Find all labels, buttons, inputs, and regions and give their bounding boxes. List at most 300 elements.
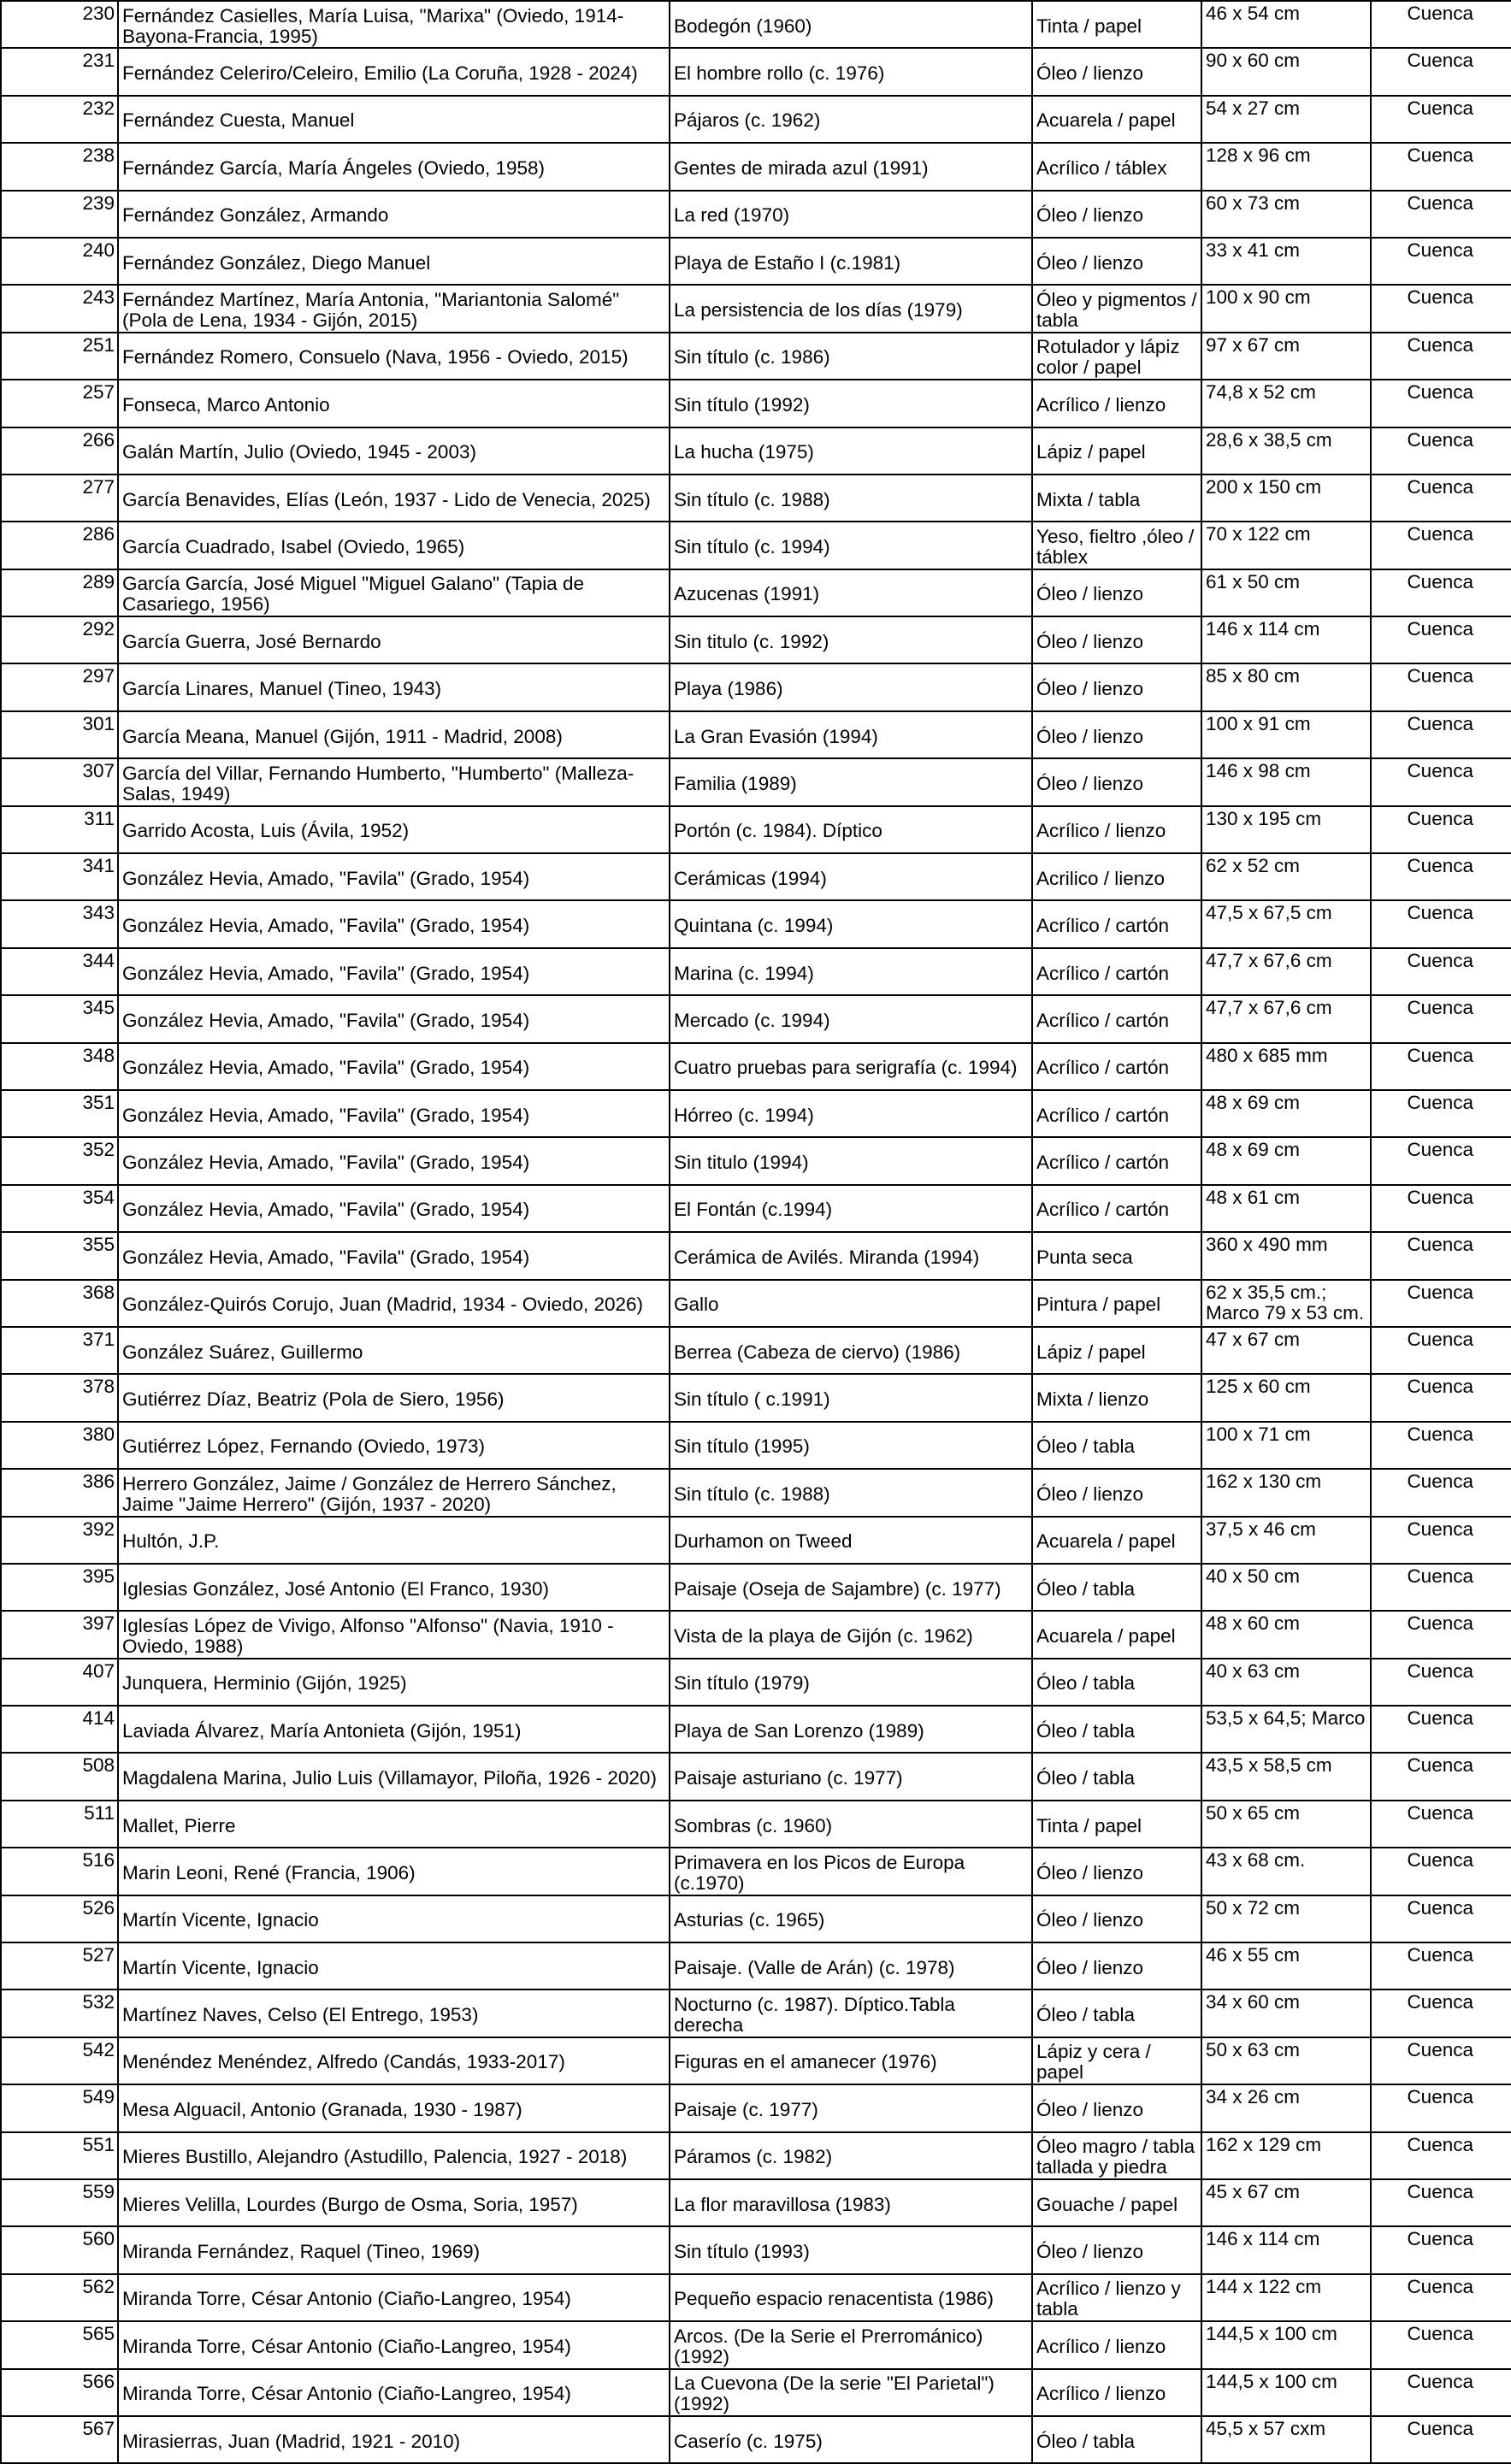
inventory-number-cell: 239: [1, 191, 118, 238]
technique-cell: Óleo / lienzo: [1032, 2226, 1201, 2273]
dimensions-cell: 47,5 x 67,5 cm: [1201, 900, 1371, 947]
artwork-title-cell: Cerámicas (1994): [670, 853, 1032, 900]
technique-cell: Acrílico / cartón: [1032, 1043, 1201, 1090]
technique-cell: Pintura / papel: [1032, 1280, 1201, 1327]
dimensions-cell: 48 x 69 cm: [1201, 1137, 1371, 1184]
table-row: [1, 806, 1511, 853]
inventory-number-cell: 232: [1, 96, 118, 143]
location-cell: Cuenca: [1371, 1232, 1511, 1279]
artist-name-cell: González Hevia, Amado, "Favila" (Grado, 1954): [118, 900, 670, 947]
artwork-title-cell: El Fontán (c.1994): [670, 1185, 1032, 1232]
table-row: [1, 2274, 1511, 2321]
dimensions-cell: 43 x 68 cm.: [1201, 1848, 1371, 1895]
location-cell: Cuenca: [1371, 1564, 1511, 1611]
artist-name-cell: García García, José Miguel "Miguel Galano" (Tapia de Casariego, 1956): [118, 569, 670, 616]
inventory-number-cell: 414: [1, 1706, 118, 1753]
technique-cell: Acrílico / lienzo: [1032, 806, 1201, 853]
technique-cell: Óleo / tabla: [1032, 1422, 1201, 1469]
artwork-title-cell: Cerámica de Avilés. Miranda (1994): [670, 1232, 1032, 1279]
technique-cell: Acrílico / cartón: [1032, 948, 1201, 995]
inventory-number-cell: 526: [1, 1895, 118, 1942]
table-row: [1, 96, 1511, 143]
technique-cell: Acrílico / lienzo: [1032, 2321, 1201, 2368]
artwork-title-cell: La Gran Evasión (1994): [670, 711, 1032, 758]
location-cell: Cuenca: [1371, 616, 1511, 663]
artwork-title-cell: Portón (c. 1984). Díptico: [670, 806, 1032, 853]
technique-cell: Óleo / lienzo: [1032, 663, 1201, 710]
dimensions-cell: 62 x 52 cm: [1201, 853, 1371, 900]
artwork-title-cell: Sin título (c. 1986): [670, 333, 1032, 380]
table-row: [1, 1989, 1511, 2037]
table-row: [1, 48, 1511, 95]
inventory-number-cell: 368: [1, 1280, 118, 1327]
artwork-title-cell: Sin titulo (1994): [670, 1137, 1032, 1184]
table-row: [1, 2369, 1511, 2416]
dimensions-cell: 28,6 x 38,5 cm: [1201, 427, 1371, 475]
table-row: [1, 1753, 1511, 1800]
location-cell: Cuenca: [1371, 333, 1511, 380]
dimensions-cell: 162 x 130 cm: [1201, 1469, 1371, 1516]
inventory-number-cell: 395: [1, 1564, 118, 1611]
inventory-number-cell: 277: [1, 475, 118, 522]
artwork-title-cell: Gallo: [670, 1280, 1032, 1327]
technique-cell: Acrilico / lienzo: [1032, 853, 1201, 900]
artist-name-cell: Magdalena Marina, Julio Luis (Villamayor, Piloña, 1926 - 2020): [118, 1753, 670, 1800]
location-cell: Cuenca: [1371, 143, 1511, 190]
dimensions-cell: 100 x 71 cm: [1201, 1422, 1371, 1469]
dimensions-cell: 50 x 65 cm: [1201, 1801, 1371, 1848]
dimensions-cell: 90 x 60 cm: [1201, 48, 1371, 95]
inventory-number-cell: 251: [1, 333, 118, 380]
dimensions-cell: 70 x 122 cm: [1201, 522, 1371, 569]
artist-name-cell: González Hevia, Amado, "Favila" (Grado, 1954): [118, 1232, 670, 1279]
technique-cell: Óleo y pigmentos / tabla: [1032, 285, 1201, 332]
dimensions-cell: 144,5 x 100 cm: [1201, 2321, 1371, 2368]
location-cell: Cuenca: [1371, 1327, 1511, 1374]
inventory-number-cell: 378: [1, 1374, 118, 1421]
dimensions-cell: 47 x 67 cm: [1201, 1327, 1371, 1374]
location-cell: Cuenca: [1371, 191, 1511, 238]
location-cell: Cuenca: [1371, 1611, 1511, 1658]
artwork-title-cell: Nocturno (c. 1987). Díptico.Tabla derecha: [670, 1989, 1032, 2037]
table-row: [1, 1706, 1511, 1753]
location-cell: Cuenca: [1371, 2416, 1511, 2463]
dimensions-cell: 47,7 x 67,6 cm: [1201, 995, 1371, 1042]
artist-name-cell: González Hevia, Amado, "Favila" (Grado, 1954): [118, 1090, 670, 1137]
artist-name-cell: González Hevia, Amado, "Favila" (Grado, 1954): [118, 1185, 670, 1232]
artist-name-cell: Fernández González, Armando: [118, 191, 670, 238]
table-row: [1, 522, 1511, 569]
technique-cell: Acrílico / cartón: [1032, 1137, 1201, 1184]
artist-name-cell: Menéndez Menéndez, Alfredo (Candás, 1933-2017): [118, 2037, 670, 2084]
technique-cell: Óleo / lienzo: [1032, 238, 1201, 285]
location-cell: Cuenca: [1371, 1, 1511, 48]
artwork-title-cell: Pájaros (c. 1962): [670, 96, 1032, 143]
technique-cell: Acrílico / táblex: [1032, 143, 1201, 190]
location-cell: Cuenca: [1371, 711, 1511, 758]
dimensions-cell: 53,5 x 64,5; Marco: [1201, 1706, 1371, 1753]
table-row: [1, 663, 1511, 710]
artwork-title-cell: Azucenas (1991): [670, 569, 1032, 616]
dimensions-cell: 50 x 63 cm: [1201, 2037, 1371, 2084]
location-cell: Cuenca: [1371, 238, 1511, 285]
dimensions-cell: 48 x 60 cm: [1201, 1611, 1371, 1658]
dimensions-cell: 45,5 x 57 cxm: [1201, 2416, 1371, 2463]
technique-cell: Óleo / lienzo: [1032, 711, 1201, 758]
inventory-number-cell: 567: [1, 2416, 118, 2463]
dimensions-cell: 97 x 67 cm: [1201, 333, 1371, 380]
inventory-number-cell: 527: [1, 1942, 118, 1989]
table-row: [1, 1327, 1511, 1374]
location-cell: Cuenca: [1371, 1280, 1511, 1327]
dimensions-cell: 46 x 55 cm: [1201, 1942, 1371, 1989]
location-cell: Cuenca: [1371, 1706, 1511, 1753]
artist-name-cell: García Linares, Manuel (Tineo, 1943): [118, 663, 670, 710]
artwork-title-cell: Sin título (1993): [670, 2226, 1032, 2273]
artwork-title-cell: Sin título (1979): [670, 1659, 1032, 1706]
artist-name-cell: Mieres Velilla, Lourdes (Burgo de Osma, Soria, 1957): [118, 2179, 670, 2226]
table-row: [1, 2037, 1511, 2084]
technique-cell: Acrílico / lienzo: [1032, 2369, 1201, 2416]
location-cell: Cuenca: [1371, 48, 1511, 95]
dimensions-cell: 48 x 61 cm: [1201, 1185, 1371, 1232]
location-cell: Cuenca: [1371, 1753, 1511, 1800]
table-row: [1, 1848, 1511, 1895]
dimensions-cell: 146 x 114 cm: [1201, 616, 1371, 663]
inventory-number-cell: 551: [1, 2132, 118, 2179]
artwork-title-cell: Sin título (c. 1994): [670, 522, 1032, 569]
dimensions-cell: 33 x 41 cm: [1201, 238, 1371, 285]
technique-cell: Mixta / lienzo: [1032, 1374, 1201, 1421]
technique-cell: Acrílico / cartón: [1032, 900, 1201, 947]
table-row: [1, 569, 1511, 616]
artist-name-cell: Gutiérrez López, Fernando (Oviedo, 1973): [118, 1422, 670, 1469]
artwork-title-cell: Sombras (c. 1960): [670, 1801, 1032, 1848]
artwork-title-cell: Playa (1986): [670, 663, 1032, 710]
artist-name-cell: Fernández Martínez, María Antonia, "Mariantonia Salomé" (Pola de Lena, 1934 - Gijón, 2015): [118, 285, 670, 332]
location-cell: Cuenca: [1371, 380, 1511, 427]
technique-cell: Acrílico / lienzo: [1032, 380, 1201, 427]
location-cell: Cuenca: [1371, 900, 1511, 947]
artist-name-cell: Laviada Álvarez, María Antonieta (Gijón, 1951): [118, 1706, 670, 1753]
technique-cell: Tinta / papel: [1032, 1801, 1201, 1848]
inventory-number-cell: 230: [1, 1, 118, 48]
location-cell: Cuenca: [1371, 1659, 1511, 1706]
table-row: [1, 1043, 1511, 1090]
artist-name-cell: Herrero González, Jaime / González de Herrero Sánchez, Jaime "Jaime Herrero" (Gijón, 1937 - 2020): [118, 1469, 670, 1516]
inventory-number-cell: 532: [1, 1989, 118, 2037]
inventory-number-cell: 311: [1, 806, 118, 853]
artwork-title-cell: Paisaje. (Valle de Arán) (c. 1978): [670, 1942, 1032, 1989]
location-cell: Cuenca: [1371, 1374, 1511, 1421]
location-cell: Cuenca: [1371, 1137, 1511, 1184]
dimensions-cell: 130 x 195 cm: [1201, 806, 1371, 853]
technique-cell: Óleo / lienzo: [1032, 48, 1201, 95]
artwork-title-cell: Sin titulo (c. 1992): [670, 616, 1032, 663]
table-row: [1, 1185, 1511, 1232]
inventory-number-cell: 266: [1, 427, 118, 475]
technique-cell: Acuarela / papel: [1032, 96, 1201, 143]
table-row: [1, 427, 1511, 475]
artist-name-cell: Martínez Naves, Celso (El Entrego, 1953): [118, 1989, 670, 2037]
technique-cell: Óleo / lienzo: [1032, 1469, 1201, 1516]
table-row: [1, 2084, 1511, 2131]
inventory-number-cell: 240: [1, 238, 118, 285]
inventory-number-cell: 344: [1, 948, 118, 995]
dimensions-cell: 162 x 129 cm: [1201, 2132, 1371, 2179]
technique-cell: Tinta / papel: [1032, 1, 1201, 48]
inventory-number-cell: 341: [1, 853, 118, 900]
inventory-number-cell: 516: [1, 1848, 118, 1895]
artist-name-cell: Marin Leoni, René (Francia, 1906): [118, 1848, 670, 1895]
artwork-title-cell: Sin título (1992): [670, 380, 1032, 427]
location-cell: Cuenca: [1371, 2132, 1511, 2179]
dimensions-cell: 144 x 122 cm: [1201, 2274, 1371, 2321]
dimensions-cell: 40 x 63 cm: [1201, 1659, 1371, 1706]
artist-name-cell: González Hevia, Amado, "Favila" (Grado, 1954): [118, 995, 670, 1042]
location-cell: Cuenca: [1371, 806, 1511, 853]
artwork-title-cell: Pequeño espacio renacentista (1986): [670, 2274, 1032, 2321]
dimensions-cell: 54 x 27 cm: [1201, 96, 1371, 143]
inventory-number-cell: 559: [1, 2179, 118, 2226]
table-row: [1, 191, 1511, 238]
inventory-rows: [1, 1, 1511, 2463]
technique-cell: Acrílico / cartón: [1032, 1185, 1201, 1232]
artist-name-cell: Mallet, Pierre: [118, 1801, 670, 1848]
location-cell: Cuenca: [1371, 1185, 1511, 1232]
table-row: [1, 1942, 1511, 1989]
dimensions-cell: 40 x 50 cm: [1201, 1564, 1371, 1611]
location-cell: Cuenca: [1371, 663, 1511, 710]
table-row: [1, 2321, 1511, 2368]
dimensions-cell: 47,7 x 67,6 cm: [1201, 948, 1371, 995]
technique-cell: Acuarela / papel: [1032, 1611, 1201, 1658]
artwork-title-cell: Sin título (c. 1988): [670, 1469, 1032, 1516]
inventory-number-cell: 562: [1, 2274, 118, 2321]
technique-cell: Óleo / lienzo: [1032, 1942, 1201, 1989]
table-row: [1, 380, 1511, 427]
table-row: [1, 1895, 1511, 1942]
location-cell: Cuenca: [1371, 1942, 1511, 1989]
artwork-title-cell: La flor maravillosa (1983): [670, 2179, 1032, 2226]
table-row: [1, 711, 1511, 758]
dimensions-cell: 60 x 73 cm: [1201, 191, 1371, 238]
inventory-number-cell: 348: [1, 1043, 118, 1090]
artist-name-cell: González Hevia, Amado, "Favila" (Grado, 1954): [118, 1137, 670, 1184]
artist-name-cell: Fonseca, Marco Antonio: [118, 380, 670, 427]
artist-name-cell: González-Quirós Corujo, Juan (Madrid, 1934 - Oviedo, 2026): [118, 1280, 670, 1327]
location-cell: Cuenca: [1371, 2274, 1511, 2321]
artist-name-cell: García Guerra, José Bernardo: [118, 616, 670, 663]
artist-name-cell: Garrido Acosta, Luis (Ávila, 1952): [118, 806, 670, 853]
table-row: [1, 758, 1511, 805]
table-row: [1, 1611, 1511, 1658]
dimensions-cell: 74,8 x 52 cm: [1201, 380, 1371, 427]
table-row: [1, 900, 1511, 947]
artist-name-cell: Mieres Bustillo, Alejandro (Astudillo, Palencia, 1927 - 2018): [118, 2132, 670, 2179]
inventory-number-cell: 301: [1, 711, 118, 758]
location-cell: Cuenca: [1371, 1848, 1511, 1895]
artist-name-cell: Miranda Torre, César Antonio (Ciaño-Langreo, 1954): [118, 2274, 670, 2321]
artist-name-cell: Fernández Celeriro/Celeiro, Emilio (La Coruña, 1928 - 2024): [118, 48, 670, 95]
technique-cell: Acrílico / lienzo y tabla: [1032, 2274, 1201, 2321]
location-cell: Cuenca: [1371, 96, 1511, 143]
location-cell: Cuenca: [1371, 995, 1511, 1042]
location-cell: Cuenca: [1371, 2321, 1511, 2368]
artist-name-cell: González Hevia, Amado, "Favila" (Grado, 1954): [118, 853, 670, 900]
artist-name-cell: Iglesias González, José Antonio (El Franco, 1930): [118, 1564, 670, 1611]
artist-name-cell: Fernández Cuesta, Manuel: [118, 96, 670, 143]
location-cell: Cuenca: [1371, 1043, 1511, 1090]
table-row: [1, 1659, 1511, 1706]
artist-name-cell: Martín Vicente, Ignacio: [118, 1942, 670, 1989]
location-cell: Cuenca: [1371, 853, 1511, 900]
technique-cell: Lápiz / papel: [1032, 1327, 1201, 1374]
dimensions-cell: 50 x 72 cm: [1201, 1895, 1371, 1942]
location-cell: Cuenca: [1371, 2179, 1511, 2226]
artist-name-cell: Gutiérrez Díaz, Beatriz (Pola de Siero, 1956): [118, 1374, 670, 1421]
dimensions-cell: 85 x 80 cm: [1201, 663, 1371, 710]
artwork-title-cell: Durhamon on Tweed: [670, 1517, 1032, 1564]
artwork-title-cell: Marina (c. 1994): [670, 948, 1032, 995]
inventory-number-cell: 352: [1, 1137, 118, 1184]
table-row: [1, 1801, 1511, 1848]
inventory-number-cell: 560: [1, 2226, 118, 2273]
artwork-title-cell: Vista de la playa de Gijón (c. 1962): [670, 1611, 1032, 1658]
table-row: [1, 285, 1511, 332]
artwork-title-cell: El hombre rollo (c. 1976): [670, 48, 1032, 95]
inventory-number-cell: 549: [1, 2084, 118, 2131]
dimensions-cell: 43,5 x 58,5 cm: [1201, 1753, 1371, 1800]
dimensions-cell: 34 x 26 cm: [1201, 2084, 1371, 2131]
artwork-title-cell: Quintana (c. 1994): [670, 900, 1032, 947]
inventory-number-cell: 371: [1, 1327, 118, 1374]
location-cell: Cuenca: [1371, 1895, 1511, 1942]
location-cell: Cuenca: [1371, 2084, 1511, 2131]
location-cell: Cuenca: [1371, 1090, 1511, 1137]
table-row: [1, 143, 1511, 190]
artwork-title-cell: La red (1970): [670, 191, 1032, 238]
dimensions-cell: 100 x 90 cm: [1201, 285, 1371, 332]
inventory-number-cell: 243: [1, 285, 118, 332]
inventory-number-cell: 392: [1, 1517, 118, 1564]
technique-cell: Óleo / tabla: [1032, 1564, 1201, 1611]
artist-name-cell: Hultón, J.P.: [118, 1517, 670, 1564]
artwork-title-cell: La Cuevona (De la serie "El Parietal") (1992): [670, 2369, 1032, 2416]
technique-cell: Óleo / tabla: [1032, 1753, 1201, 1800]
table-row: [1, 2179, 1511, 2226]
artwork-title-cell: Bodegón (1960): [670, 1, 1032, 48]
dimensions-cell: 146 x 98 cm: [1201, 758, 1371, 805]
artist-name-cell: González Hevia, Amado, "Favila" (Grado, 1954): [118, 948, 670, 995]
artist-name-cell: Fernández García, María Ángeles (Oviedo, 1958): [118, 143, 670, 190]
table-row: [1, 1564, 1511, 1611]
table-row: [1, 853, 1511, 900]
artist-name-cell: Junquera, Herminio (Gijón, 1925): [118, 1659, 670, 1706]
artwork-title-cell: Sin título ( c.1991): [670, 1374, 1032, 1421]
artist-name-cell: García Meana, Manuel (Gijón, 1911 - Madrid, 2008): [118, 711, 670, 758]
dimensions-cell: 128 x 96 cm: [1201, 143, 1371, 190]
dimensions-cell: 480 x 685 mm: [1201, 1043, 1371, 1090]
dimensions-cell: 48 x 69 cm: [1201, 1090, 1371, 1137]
artwork-title-cell: Playa de San Lorenzo (1989): [670, 1706, 1032, 1753]
artwork-title-cell: Sin título (1995): [670, 1422, 1032, 1469]
location-cell: Cuenca: [1371, 522, 1511, 569]
technique-cell: Yeso, fieltro ,óleo / táblex: [1032, 522, 1201, 569]
inventory-number-cell: 355: [1, 1232, 118, 1279]
technique-cell: Lápiz y cera / papel: [1032, 2037, 1201, 2084]
table-row: [1, 1137, 1511, 1184]
technique-cell: Óleo / tabla: [1032, 1989, 1201, 2037]
dimensions-cell: 146 x 114 cm: [1201, 2226, 1371, 2273]
inventory-number-cell: 397: [1, 1611, 118, 1658]
table-row: [1, 333, 1511, 380]
inventory-number-cell: 407: [1, 1659, 118, 1706]
artwork-title-cell: Caserío (c. 1975): [670, 2416, 1032, 2463]
technique-cell: Acuarela / papel: [1032, 1517, 1201, 1564]
artwork-title-cell: Familia (1989): [670, 758, 1032, 805]
inventory-number-cell: 238: [1, 143, 118, 190]
artwork-title-cell: Asturias (c. 1965): [670, 1895, 1032, 1942]
artist-name-cell: Miranda Torre, César Antonio (Ciaño-Langreo, 1954): [118, 2321, 670, 2368]
artwork-title-cell: Paisaje (c. 1977): [670, 2084, 1032, 2131]
technique-cell: Óleo / lienzo: [1032, 2084, 1201, 2131]
artwork-title-cell: Berrea (Cabeza de ciervo) (1986): [670, 1327, 1032, 1374]
technique-cell: Óleo / tabla: [1032, 1706, 1201, 1753]
inventory-number-cell: 289: [1, 569, 118, 616]
location-cell: Cuenca: [1371, 1801, 1511, 1848]
location-cell: Cuenca: [1371, 2226, 1511, 2273]
artwork-title-cell: Primavera en los Picos de Europa (c.1970): [670, 1848, 1032, 1895]
dimensions-cell: 37,5 x 46 cm: [1201, 1517, 1371, 1564]
inventory-number-cell: 351: [1, 1090, 118, 1137]
artwork-title-cell: Mercado (c. 1994): [670, 995, 1032, 1042]
location-cell: Cuenca: [1371, 1422, 1511, 1469]
dimensions-cell: 61 x 50 cm: [1201, 569, 1371, 616]
artwork-title-cell: Paisaje (Oseja de Sajambre) (c. 1977): [670, 1564, 1032, 1611]
artist-name-cell: Mesa Alguacil, Antonio (Granada, 1930 - 1987): [118, 2084, 670, 2131]
table-row: [1, 2416, 1511, 2463]
inventory-number-cell: 286: [1, 522, 118, 569]
table-row: [1, 2226, 1511, 2273]
artist-name-cell: Mirasierras, Juan (Madrid, 1921 - 2010): [118, 2416, 670, 2463]
table-row: [1, 1422, 1511, 1469]
technique-cell: Rotulador y lápiz color / papel: [1032, 333, 1201, 380]
artwork-title-cell: Paisaje asturiano (c. 1977): [670, 1753, 1032, 1800]
artist-name-cell: Miranda Torre, César Antonio (Ciaño-Langreo, 1954): [118, 2369, 670, 2416]
inventory-number-cell: 354: [1, 1185, 118, 1232]
technique-cell: Mixta / tabla: [1032, 475, 1201, 522]
artwork-title-cell: Páramos (c. 1982): [670, 2132, 1032, 2179]
artwork-title-cell: Sin título (c. 1988): [670, 475, 1032, 522]
table-row: [1, 1517, 1511, 1564]
inventory-number-cell: 386: [1, 1469, 118, 1516]
table-row: [1, 948, 1511, 995]
table-row: [1, 1374, 1511, 1421]
technique-cell: Óleo / tabla: [1032, 1659, 1201, 1706]
table-row: [1, 238, 1511, 285]
technique-cell: Óleo / tabla: [1032, 2416, 1201, 2463]
dimensions-cell: 34 x 60 cm: [1201, 1989, 1371, 2037]
table-row: [1, 1469, 1511, 1516]
artist-name-cell: Galán Martín, Julio (Oviedo, 1945 - 2003): [118, 427, 670, 475]
inventory-number-cell: 307: [1, 758, 118, 805]
technique-cell: Lápiz / papel: [1032, 427, 1201, 475]
inventory-number-cell: 343: [1, 900, 118, 947]
technique-cell: Óleo / lienzo: [1032, 191, 1201, 238]
artwork-title-cell: La hucha (1975): [670, 427, 1032, 475]
location-cell: Cuenca: [1371, 1989, 1511, 2037]
